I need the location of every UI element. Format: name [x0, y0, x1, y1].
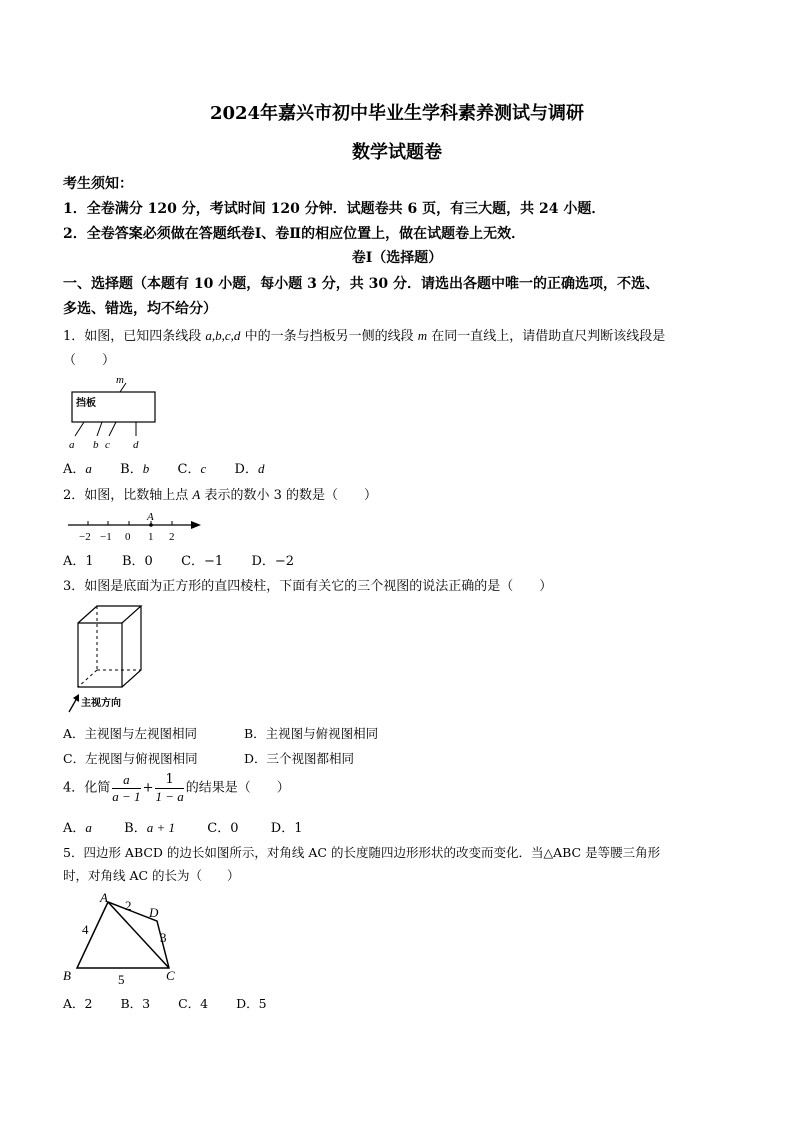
q4-option-b-letter: B．	[124, 821, 147, 836]
q4-option-b-value: a + 1	[146, 820, 176, 835]
q1-option-d-value: d	[257, 461, 265, 476]
q4-option-a[interactable]	[63, 821, 92, 836]
q5-option-a[interactable]: A．2	[63, 996, 93, 1011]
q2-tick-label: −1	[100, 531, 112, 543]
question-1-text	[63, 325, 665, 344]
question-5-line1: 5．四边形 ABCD 的边长如图所示，对角线 AC 的长度随四边形形状的改变而变化．当△ABC 是等腰三角形	[63, 845, 661, 860]
q1-board-label: 挡板	[76, 398, 96, 409]
q1-line-b	[97, 422, 102, 436]
q1-option-b-value: b	[142, 461, 150, 476]
q1-option-a-value: a	[85, 461, 92, 476]
q1-option-c-value: c	[200, 461, 207, 476]
q4-fraction-2-denominator: 1 − a	[155, 789, 184, 804]
q1-label-a: a	[69, 439, 75, 451]
q5-vertex-B: B	[63, 968, 71, 983]
q2-option-d[interactable]: D．−2	[251, 554, 295, 569]
notice-item-1: 1．全卷满分 120 分，考试时间 120 分钟．试题卷共 6 页，有三大题，共 24 小题．	[63, 201, 606, 217]
q2-point-A	[149, 523, 153, 527]
q2-var-A: A	[192, 487, 201, 502]
q5-quadrilateral-figure	[60, 888, 185, 988]
q5-side-dc-length: 3	[160, 930, 167, 945]
q2-number-line	[64, 508, 204, 544]
q1-option-d[interactable]	[235, 462, 265, 477]
q2-tick-label: 2	[169, 531, 175, 543]
q2-option-a[interactable]: A．1	[63, 554, 94, 569]
q1-text-mid: 中的一条与挡板另一侧的线段	[240, 329, 418, 344]
q1-option-d-letter: D．	[234, 462, 258, 477]
section-heading-line2: 多选、错选，均不给分）	[63, 301, 217, 317]
q1-option-c-letter: C．	[177, 462, 201, 477]
q3-option-a[interactable]: A．主视图与左视图相同	[63, 726, 198, 741]
q2-tick-label: 1	[148, 531, 154, 543]
q2-option-b[interactable]: B．0	[121, 554, 153, 569]
q2-text-pre: 2．如图，比数轴上点	[63, 488, 193, 503]
q1-text-post: 在同一直线上，请借助直尺判断该线段是	[427, 329, 666, 344]
q1-text-pre: 1．如图，已知四条线段	[63, 329, 206, 344]
q2-tick-label: 0	[125, 531, 131, 543]
q2-text-post: 表示的数小 3 的数是（ ）	[200, 488, 378, 503]
q4-option-a-value: a	[85, 820, 92, 835]
volume-heading: 卷Ⅰ（选择题）	[351, 250, 443, 266]
q4-option-d[interactable]: D．1	[270, 821, 303, 836]
q3-view-arrow	[69, 698, 77, 712]
q4-fraction-2	[155, 772, 183, 805]
q4-text-post: 的结果是（ ）	[185, 780, 290, 796]
q2-point-label: A	[147, 511, 154, 523]
q3-right-face	[122, 606, 141, 687]
q4-option-b[interactable]	[124, 821, 175, 836]
section-heading-line1: 一、选择题（本题有 10 小题，每小题 3 分，共 30 分．请选出各题中唯一的正确选项，不选、	[63, 276, 659, 292]
q1-option-b-letter: B．	[120, 462, 143, 477]
q5-vertex-C: C	[166, 968, 175, 983]
q3-top-face	[78, 606, 141, 623]
q3-view-label: 主视方向	[81, 698, 121, 709]
q1-line-c	[109, 422, 116, 436]
page-subtitle: 数学试题卷	[352, 142, 442, 163]
q3-option-b[interactable]: B．主视图与俯视图相同	[244, 726, 379, 741]
q4-option-a-letter: A．	[63, 821, 86, 836]
q1-option-a-letter: A．	[63, 462, 86, 477]
q1-option-b[interactable]	[120, 462, 149, 477]
q1-option-a[interactable]	[63, 462, 92, 477]
q5-side-bc-length: 5	[118, 972, 125, 987]
q5-option-b[interactable]: B．3	[120, 996, 151, 1011]
q5-side-ad-length: 2	[125, 898, 132, 913]
q1-figure	[60, 372, 170, 452]
page-title: 2024年嘉兴市初中毕业生学科素养测试与调研	[209, 103, 585, 124]
q3-option-c[interactable]: C．左视图与俯视图相同	[63, 751, 198, 766]
q5-side-ab-length: 4	[82, 922, 89, 937]
q1-options	[63, 458, 264, 477]
q1-label-m: m	[116, 374, 124, 386]
question-5-line2: 时，对角线 AC 的长为（ ）	[63, 868, 240, 883]
q1-vars: a,b,c,d	[205, 328, 241, 343]
notice-heading: 考生须知：	[63, 176, 133, 192]
q5-option-d[interactable]: D．5	[236, 996, 267, 1011]
q1-label-b: b	[93, 439, 99, 451]
q1-var-m: m	[417, 328, 428, 343]
q2-option-c[interactable]: C．−1	[181, 554, 224, 569]
q4-fraction-1-numerator: a	[112, 772, 140, 789]
question-2-text	[63, 484, 377, 503]
q5-option-c[interactable]: C．4	[178, 996, 209, 1011]
q4-fraction-2-numerator: 1	[155, 772, 183, 789]
q4-fraction-1-denominator: a − 1	[112, 789, 141, 804]
q3-front-face	[78, 623, 122, 687]
q4-option-c[interactable]: C．0	[207, 821, 239, 836]
q4-plus-sign: +	[142, 780, 154, 796]
q1-option-c[interactable]	[178, 462, 207, 477]
q1-label-c: c	[105, 439, 110, 451]
q2-axis-arrow	[191, 521, 201, 529]
q4-fraction-1	[112, 772, 140, 805]
q3-option-d[interactable]: D．三个视图都相同	[244, 751, 355, 766]
question-4-text	[63, 772, 290, 805]
q1-label-d: d	[133, 439, 139, 451]
q5-vertex-A: A	[100, 890, 108, 905]
question-3-text: 3．如图是底面为正方形的直四棱柱，下面有关它的三个视图的说法正确的是（ ）	[63, 579, 553, 594]
q5-vertex-D: D	[149, 905, 159, 920]
q3-prism-figure	[66, 600, 166, 716]
q1-line-a	[75, 422, 84, 436]
q4-options	[63, 817, 303, 836]
q2-options	[63, 550, 294, 569]
q4-text-pre: 4．化简	[63, 780, 111, 796]
question-1-paren: （ ）	[63, 353, 116, 368]
q2-tick-label: −2	[79, 531, 91, 543]
q3-hidden-edge	[78, 670, 97, 687]
q5-options	[63, 994, 267, 1012]
notice-item-2: 2．全卷答案必须做在答题纸卷Ⅰ、卷Ⅱ的相应位置上，做在试题卷上无效．	[63, 226, 526, 242]
